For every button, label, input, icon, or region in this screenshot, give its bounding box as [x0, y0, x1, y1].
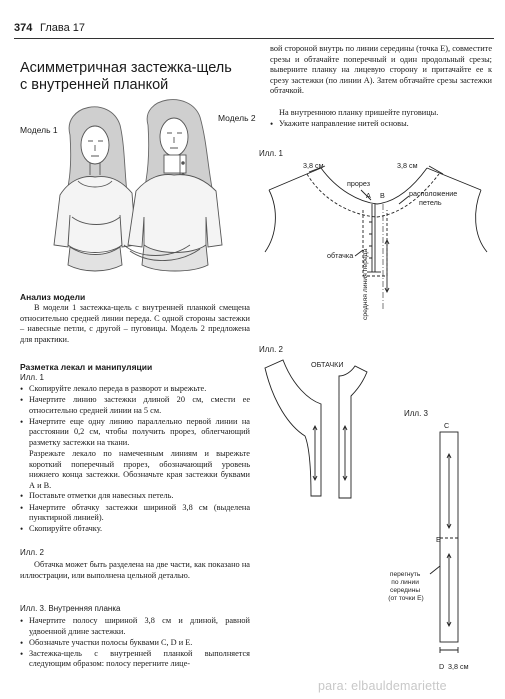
ill1-note: Разрежьте лекало по намеченным линиям и вырежьте короткий поперечный прорез, обозначающий уровень нижнего конца застежки. Обозначьте края застежки буквами А и В.	[29, 449, 250, 490]
model-2-label: Модель 2	[218, 113, 256, 123]
ill1-center-label: средняя линия переда	[362, 248, 369, 320]
fold-note-line: по линии	[391, 579, 419, 586]
ill1-instructions	[20, 384, 250, 535]
ill3-diagram	[360, 418, 495, 673]
list-item: • Начертите еще одну линию параллельно первой линии на расстоянии 0,2 см, чтобы получить прорез, облегчающий разметку застежки на ткани.	[29, 417, 250, 449]
analysis-heading: Анализ модели	[20, 292, 86, 302]
right-note: На внутреннюю планку пришейте пуговицы.	[279, 108, 439, 117]
ill1-slit-label: прорез	[347, 179, 371, 188]
chapter-title: Глава 17	[40, 22, 86, 34]
list-item: • Укажите направление нитей основы.	[279, 119, 492, 130]
title-line-2: с внутренней планкой	[20, 77, 169, 93]
list-item: • Обозначьте участки полосы буквами C, D и E.	[29, 638, 250, 649]
fold-note-line: перегнуть	[389, 571, 421, 578]
ill2-heading: Илл. 2	[259, 345, 283, 354]
fold-note-line: середины	[390, 587, 421, 594]
ill3-fold-note	[388, 571, 423, 602]
list-item: • Начертите полосу шириной 3,8 см и длиной, равной удвоенной длине застежки.	[29, 616, 250, 637]
ill1-point-a: A	[366, 191, 371, 200]
manipulation-heading: Разметка лекал и манипуляции	[20, 362, 153, 372]
page-number: 374	[14, 22, 33, 34]
ill2-text-heading: Илл. 2	[20, 548, 44, 557]
analysis-text: В модели 1 застежка-щель с внутренней планкой смещена относительно средней линии переда. С одной стороны застежки – навесные петли, с другой – пуговицы. Модель 2 предложена для практики.	[20, 303, 250, 344]
right-continuation-text: вой стороной внутрь по линии середины (точка Е), совместите срезы и обтачайте поперечный и один продольный срезы; выверните планку на лицевую сторону и притачайте ее к срезу застежки (по линии А). Затем обтачайте срезы застежки обтачкой.	[270, 44, 492, 96]
ill1-diagram	[259, 160, 495, 320]
loops-line: петель	[419, 198, 442, 207]
fold-note-line: (от точки E)	[388, 595, 424, 602]
ill1-dim-left: 3,8 см	[303, 161, 324, 170]
ill3-dim-label: 3,8 см	[448, 662, 469, 671]
ill1-dim-right: 3,8 см	[397, 161, 418, 170]
watermark: para: elbauldemariette	[318, 679, 447, 693]
ill2-label: ОБТАЧКИ	[311, 360, 344, 369]
list-item: • Скопируйте лекало переда в разворот и вырежьте.	[29, 384, 250, 395]
model-illustration	[40, 95, 260, 295]
list-item: • Застежка-щель с внутренней планкой выполняется следующим образом: полосу перегните лице-	[29, 649, 250, 670]
list-item: • Скопируйте обтачку.	[29, 524, 250, 535]
ill3-point-c: C	[444, 421, 450, 430]
ill1-loops-label	[409, 189, 459, 207]
loops-line: расположение	[409, 189, 458, 198]
title-line-1: Асимметричная застежка-щель	[20, 60, 232, 76]
list-item: • Начертите обтачку застежки шириной 3,8 см (выделена пунктирной линией).	[29, 503, 250, 524]
list-item: • Поставьте отметки для навесных петель.	[29, 491, 250, 502]
model-1-label: Модель 1	[20, 125, 58, 135]
ill1-point-b: B	[380, 191, 385, 200]
page-title	[20, 60, 250, 94]
ill3-point-e: E	[436, 535, 441, 544]
right-bullets	[270, 119, 492, 130]
ill1-text-heading: Илл. 1	[20, 373, 44, 382]
list-item: • Начертите линию застежки длиной 20 см, смести ее относительно средней линии на 5 см.	[29, 395, 250, 416]
ill3-text-heading: Илл. 3. Внутренняя планка	[20, 604, 121, 613]
ill3-point-d: D	[439, 662, 445, 671]
ill3-heading: Илл. 3	[404, 409, 428, 418]
ill1-facing-label: обтачка	[327, 251, 354, 260]
header-rule	[14, 38, 494, 39]
ill1-heading: Илл. 1	[259, 149, 283, 158]
ill2-text: Обтачка может быть разделена на две части, как показано на иллюстрации, или выполнена цельной деталью.	[20, 560, 250, 580]
ill3-instructions	[20, 616, 250, 670]
